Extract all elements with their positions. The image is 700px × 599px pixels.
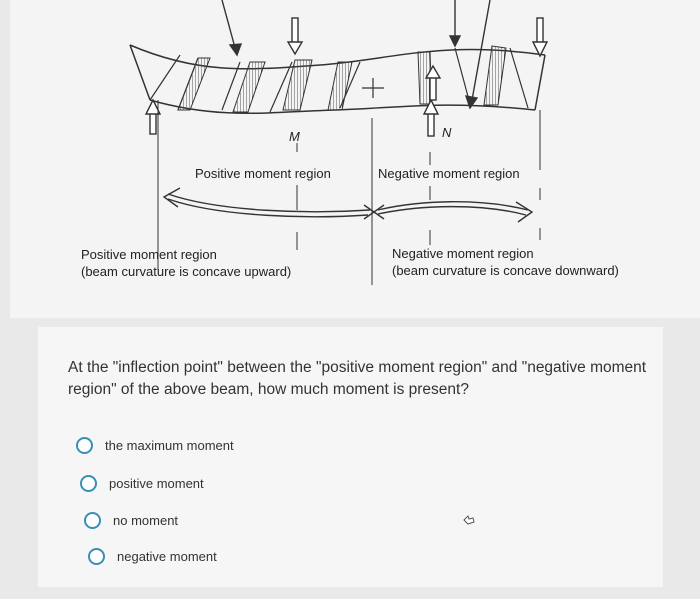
positive-curvature-arrow xyxy=(168,194,370,212)
radio-button[interactable] xyxy=(84,512,101,529)
negative-region-caption-line2: (beam curvature is concave downward) xyxy=(392,263,619,278)
positive-region-caption-line1: Positive moment region xyxy=(81,247,217,262)
option-negative-moment[interactable] xyxy=(88,548,217,565)
question-text: At the "inflection point" between the "positive moment region" and "negative moment region" of the above beam, how much moment is present? xyxy=(68,359,647,398)
load-label-n: N xyxy=(442,125,452,140)
option-label: positive moment xyxy=(109,476,204,491)
negative-region-header: Negative moment region xyxy=(378,166,520,181)
radio-button[interactable] xyxy=(80,475,97,492)
negative-curvature-arrow xyxy=(378,202,528,210)
beam-diagram-panel xyxy=(10,0,700,318)
negative-region-caption-line1: Negative moment region xyxy=(392,246,534,261)
radio-button[interactable] xyxy=(76,437,93,454)
option-no-moment[interactable] xyxy=(84,512,178,529)
load-label-m: M xyxy=(289,129,300,144)
question-panel xyxy=(38,327,663,587)
positive-region-caption-line2: (beam curvature is concave upward) xyxy=(81,264,292,279)
option-the-maximum-moment[interactable] xyxy=(76,437,234,454)
hand-cursor-icon xyxy=(462,514,476,526)
option-label: no moment xyxy=(113,513,179,528)
positive-region-header: Positive moment region xyxy=(195,166,331,181)
radio-button[interactable] xyxy=(88,548,105,565)
option-label: negative moment xyxy=(117,549,217,564)
option-label: the maximum moment xyxy=(105,438,234,453)
option-positive-moment[interactable] xyxy=(80,475,204,492)
